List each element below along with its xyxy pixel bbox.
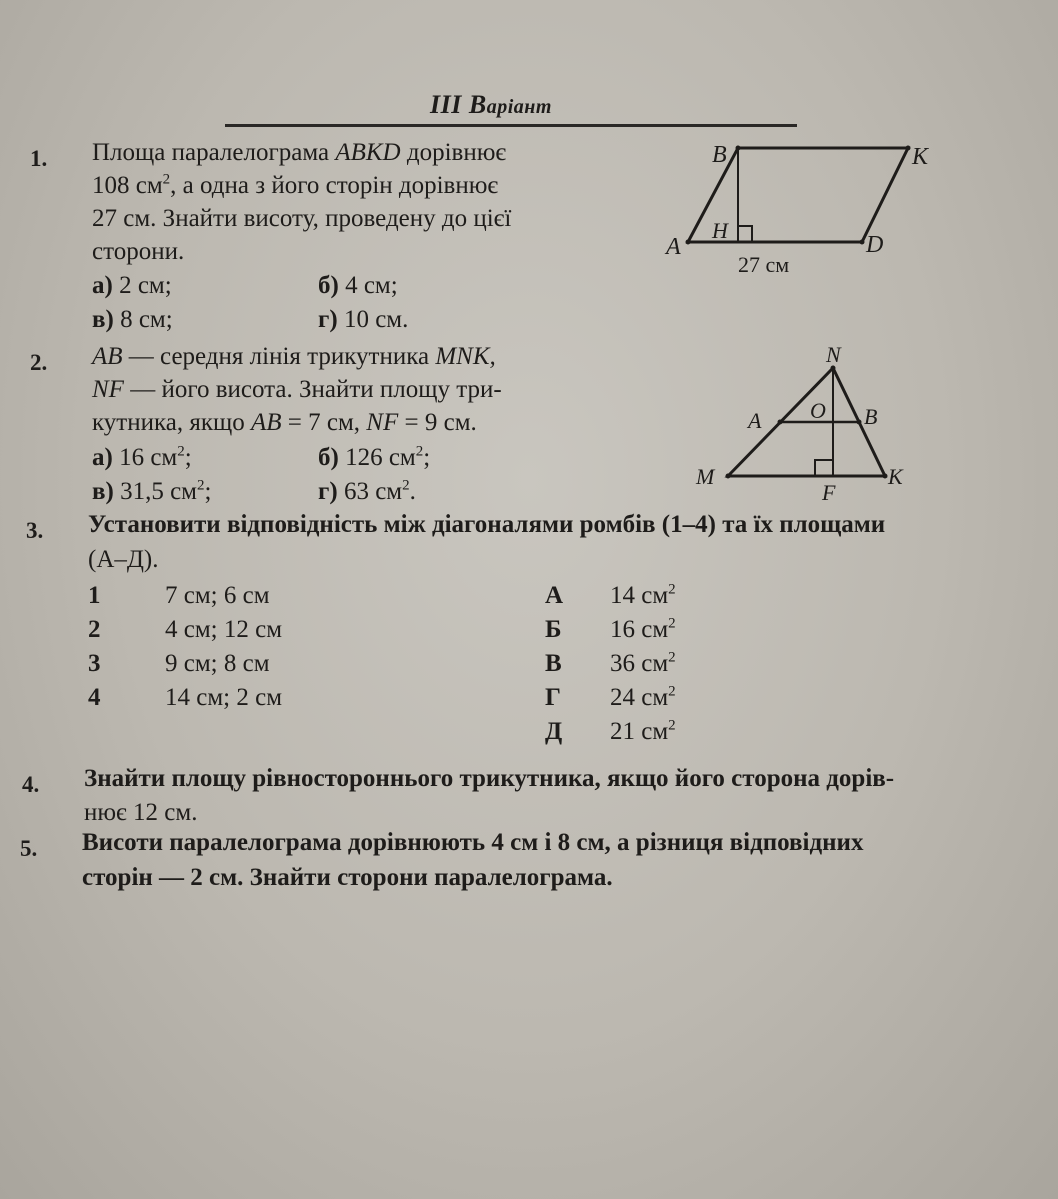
problem-4-number: 4. (22, 772, 40, 797)
problem-2-text (92, 340, 502, 439)
problem-5-line-1: Висоти паралелограма дорівнюють 4 см і 8 см, а різниця відповідних (82, 829, 864, 856)
match-right-e-value: 21 $см^2$ (610, 717, 676, 745)
match-left-4: 4 (88, 684, 101, 711)
match-left-1: 1 (88, 582, 101, 609)
problem-1-number: 1. (30, 146, 48, 171)
problem-3-line-1: Установити відповідність між діагоналями ромбів (1–4) та їх площами (88, 511, 886, 538)
problem-1-line-3: 27 см. Знайти висоту, проведену до цієї (92, 205, 512, 232)
match-left-2: 2 (88, 616, 101, 643)
right-angle-mark-2 (815, 460, 833, 476)
problem-5-number: 5. (20, 836, 38, 861)
problem-2-option-d: г) 63 $см^2$. (318, 477, 416, 505)
problem-1-option-b: б) 4 см; (318, 272, 398, 299)
variant-roman: III (430, 90, 462, 119)
problem-2-line-2: NF — його висота. Знайти площу три- (92, 376, 502, 403)
point-a2 (778, 420, 783, 425)
right-angle-mark (738, 226, 752, 242)
point-k (906, 146, 911, 151)
match-right-c-value: 36 $см^2$ (610, 649, 676, 677)
problem-1-option-a: а) 2 см; (92, 272, 172, 299)
match-right-b: Б (545, 616, 562, 643)
problem-5-line-2: сторін — 2 см. Знайти сторони паралелограма. (82, 864, 613, 891)
match-right-a-value: 14 $см^2$ (610, 581, 676, 609)
problem-2-option-c: в) 31,5 $см^2$; (92, 477, 212, 505)
match-left-4-value: 14 см; 2 см (165, 684, 283, 711)
variant-word-first: В (468, 90, 487, 119)
problem-4-line-2: нює 12 см. (84, 799, 198, 826)
match-right-b-value: 16 $см^2$ (610, 615, 676, 643)
point-d (860, 240, 865, 245)
label-a: A (666, 234, 681, 260)
label-h: H (712, 218, 728, 243)
point-k2 (883, 474, 888, 479)
parallelogram-figure (660, 130, 960, 280)
problem-2-option-b: б) 126 $см^2$; (318, 443, 431, 471)
problem-1-text (92, 136, 511, 268)
match-left-2-value: 4 см; 12 см (165, 616, 283, 643)
label-b2: B (864, 404, 878, 429)
problem-1-line-4: сторони. (92, 238, 185, 265)
problem-1-line-2: 108 $см^2$, а одна з його сторін дорівнює (92, 171, 499, 199)
label-b: B (712, 142, 727, 168)
match-left-1-value: 7 см; 6 см (165, 582, 270, 609)
label-o: O (810, 398, 826, 423)
label-k: K (912, 144, 929, 170)
problem-2-option-a: а) 16 $см^2$; (92, 443, 192, 471)
problem-1-option-d: г) 10 см. (318, 306, 409, 333)
match-left-3: 3 (88, 650, 101, 677)
match-right-c: В (545, 650, 562, 677)
point-b2 (857, 420, 862, 425)
problem-2-line-1: AB — середня лінія трикутника MNK, (92, 343, 496, 370)
problem-4-line-1: Знайти площу рівностороннього трикутника, якщо його сторона дорів- (84, 765, 895, 792)
variant-word-rest: аріант (486, 96, 552, 118)
label-n: N (826, 342, 841, 367)
match-right-d-value: 24 $см^2$ (610, 683, 676, 711)
label-m: M (696, 464, 715, 489)
problem-1-option-c: в) 8 см; (92, 306, 173, 333)
point-b (736, 146, 741, 151)
label-a2: A (748, 408, 762, 433)
match-right-e: Д (545, 718, 563, 745)
label-f: F (822, 480, 836, 505)
label-k2: K (888, 464, 903, 489)
match-right-a: А (545, 582, 564, 609)
point-a (686, 240, 691, 245)
label-d: D (866, 232, 884, 258)
problem-2-number: 2. (30, 350, 48, 375)
triangle-figure (690, 338, 920, 508)
match-left-3-value: 9 см; 8 см (165, 650, 270, 677)
point-m (726, 474, 731, 479)
problem-3-number: 3. (26, 518, 44, 543)
variant-heading (430, 90, 552, 120)
problem-1-line-1: Площа паралелограма ABKD дорівнює (92, 139, 507, 166)
label-side-27: 27 см (738, 252, 790, 277)
problem-3-line-2: (А–Д). (88, 546, 159, 573)
problem-2-line-3: кутника, якщо AB = 7 см, NF = 9 см. (92, 409, 477, 436)
match-right-d: Г (545, 684, 561, 711)
heading-rule (225, 124, 797, 127)
